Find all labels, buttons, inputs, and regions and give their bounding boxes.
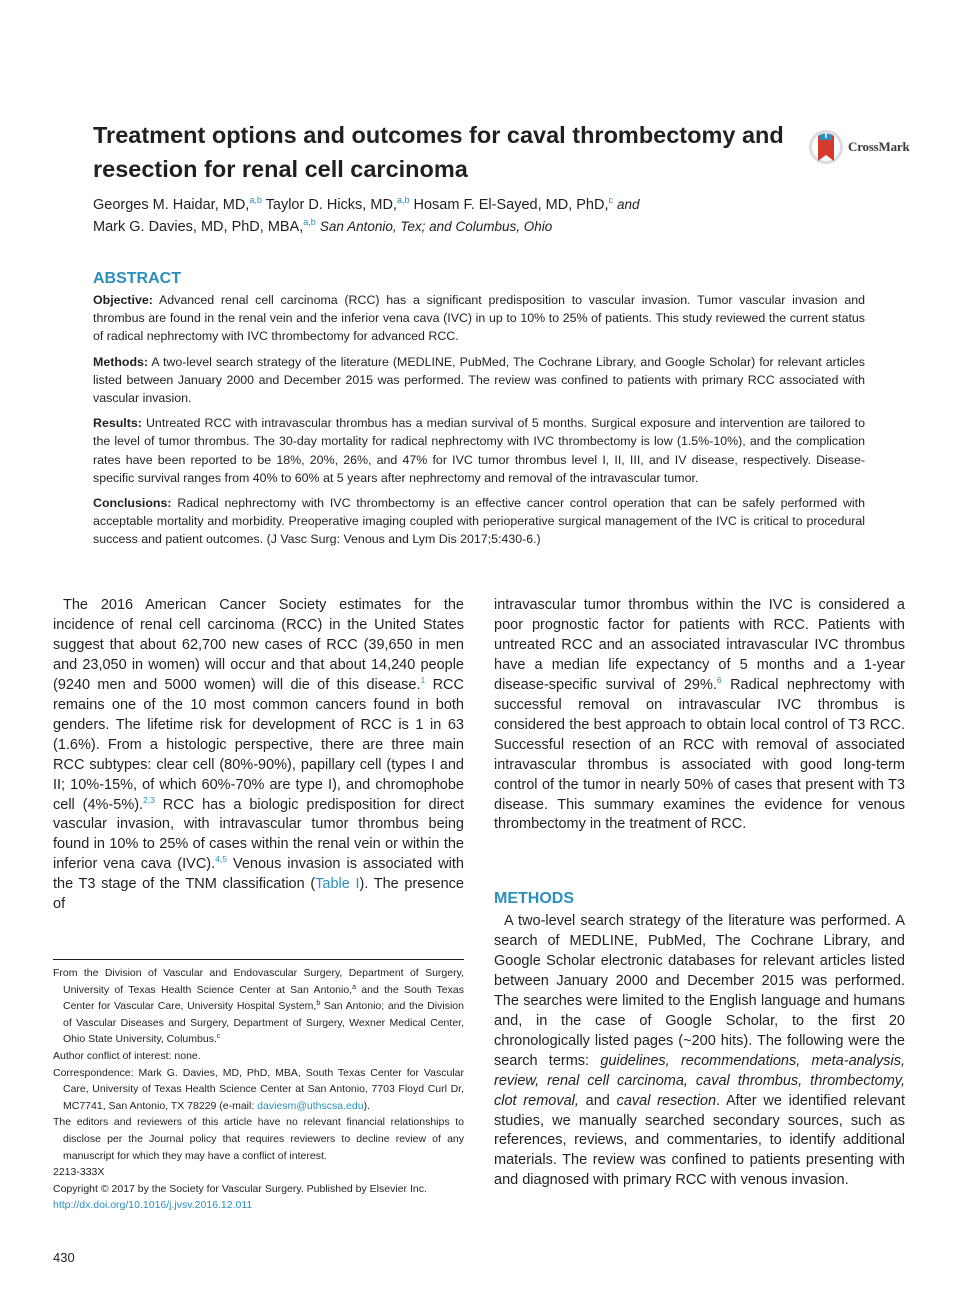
article-title: Treatment options and outcomes for caval thrombectomy and resection for renal cell carcinoma: [93, 122, 784, 182]
crossmark-label: CrossMark: [848, 139, 910, 154]
affiliation-marker: a: [352, 983, 356, 991]
conclusions-text: Radical nephrectomy with IVC thrombectomy is an effective cancer control operation that can be safely performed with acceptable mortality and morbidity. Preoperative imaging coupled with perioperative surgical management of the IVC is critical to procedural success and patient outcomes. (J Vasc Surg: Venous and Lym Dis 2017;5:430-6.): [93, 496, 865, 547]
results-label: Results:: [93, 416, 142, 431]
correspondence-note: [53, 1065, 464, 1115]
methods-paragraph: [494, 912, 905, 1191]
affiliation-marker: b: [316, 1000, 321, 1008]
objective-label: Objective:: [93, 293, 153, 307]
affiliation-text: From the Division of Vascular and Endovascular Surgery, Department of Surgery, University of Texas Health Science Center at San Antonio,: [53, 967, 464, 996]
footnote-divider: [53, 959, 464, 960]
citation-link[interactable]: 2,3: [143, 794, 155, 805]
doi-link[interactable]: http://dx.doi.org/10.1016/j.jvsv.2016.12.011: [53, 1199, 253, 1212]
search-terms: guidelines, recommendations, meta-analysis, review, renal cell carcinoma, caval thrombus, thrombectomy, clot removal,: [494, 1052, 905, 1109]
citation-link[interactable]: 4,5: [215, 854, 227, 865]
footnotes: [53, 965, 464, 1214]
correspondence-text: ).: [363, 1099, 370, 1112]
author-name: Mark G. Davies, MD, PhD, MBA,: [93, 219, 304, 235]
affiliation-text: and the South Texas Center for Vascular Care, University Hospital System,: [63, 983, 464, 1013]
methods-label: Methods:: [93, 354, 149, 369]
doi-line: [53, 1197, 464, 1214]
intro-text-continued: ). The presence of: [53, 876, 464, 913]
methods-text: A two-level search strategy of the literature (MEDLINE, PubMed, The Cochrane Library, and Google Scholar) for relevant articles listed between January 2000 and December 2015 was performed. The review was confined to patients with primary RCC associated with vascular invasion.: [93, 354, 865, 406]
author-name: Hosam F. El-Sayed, MD, PhD,: [413, 197, 609, 213]
affiliation-text: San Antonio; and the Division of Vascular Diseases and Surgery, Department of Surgery, Wexner Medical Center, Ohio State University, Columbus.: [63, 1000, 464, 1046]
intro-paragraph-continued: [494, 596, 905, 835]
intro-text: Radical nephrectomy with successful removal on intravascular IVC thrombus is considered the best approach to obtain local control of T3 RCC. Successful resection of an RCC with removal of associated intravascular thrombus is associated with good long-term control of the tumor in nearly 50% of cases that present with T3 disease. This summary examines the evidence for venous thrombectomy in the treatment of RCC.: [494, 676, 905, 833]
copyright: Copyright © 2017 by the Society for Vascular Surgery. Published by Elsevier Inc.: [53, 1182, 427, 1195]
body-column-right: [494, 596, 905, 835]
intro-text: RCC remains one of the 10 most common cancers found in both genders. The lifetime risk for development of RCC is 1 in 63 (1.6%). From a histologic perspective, there are three main RCC subtypes: clear cell (80%-90%), papillary cell (types I and II; 10%-15%, of which 60%-70% are type I), and chromophobe cell (4%-5%).: [53, 676, 464, 813]
affiliation-marker[interactable]: a,b: [396, 195, 410, 205]
abstract-section: [93, 268, 865, 556]
citation-link[interactable]: 6: [716, 674, 722, 685]
intro-paragraph: [53, 596, 464, 915]
email-link[interactable]: daviesm@uthscsa.edu: [257, 1099, 364, 1112]
methods-text: and: [578, 1092, 617, 1109]
affiliation-marker: c: [216, 1033, 221, 1041]
objective-text: Advanced renal cell carcinoma (RCC) has a significant predisposition to vascular invasion. Tumor vascular invasion and thrombus are found in the renal vein and the inferior vena cava (IVC) in up to 10% to 25% of patients. This study reviewed the current status of radical nephrectomy with IVC thrombectomy for advanced RCC.: [93, 293, 866, 344]
methods-text: . After we identified relevant studies, we manually searched secondary sources, such as references, reviews, and commentaries, to identify additional materials. The review was confined to patients presenting with and diagnosed with primary RCC with venous invasion.: [494, 1092, 905, 1189]
methods-body: [494, 912, 905, 1191]
author-list: [93, 194, 793, 238]
crossmark-icon: [807, 128, 845, 168]
affiliation-marker[interactable]: a,b: [303, 217, 316, 227]
results-text: Untreated RCC with intravascular thrombus has a median survival of 5 months. Surgical exposure and intervention are tailored to the level of tumor thrombus. The 30-day mortality for radical nephrectomy with IVC thrombectomy is low (1.5%-10%), and the complication rates have been reported to be 18%, 20%, 26%, and 47% for IVC tumor thrombus level I, II, III, and IV disease, respectively. Disease-specific survival ranges from 40% to 60% at 5 years after nephrectomy and removal of the intravascular tumor.: [93, 416, 865, 485]
abstract-methods: [93, 353, 865, 408]
crossmark-badge[interactable]: [807, 128, 912, 168]
search-term: caval resection: [616, 1092, 717, 1109]
abstract-conclusions: [93, 494, 865, 549]
author-conjunction: and: [617, 197, 640, 212]
affiliations-note: [53, 965, 464, 1048]
author-name: Georges M. Haidar, MD,: [93, 197, 250, 213]
intro-text: The 2016 American Cancer Society estimates for the incidence of renal cell carcinoma (RCC) in the United States suggest that about 62,700 new cases of RCC (39,650 in men and 23,050 in women) will occur and that about 14,240 people (9240 men and 5000 women) will die of this disease.: [53, 597, 464, 693]
conclusions-label: Conclusions:: [93, 496, 172, 511]
methods-heading: METHODS: [494, 890, 574, 907]
abstract-results: [93, 414, 865, 487]
correspondence-text: Correspondence: Mark G. Davies, MD, PhD, MBA, South Texas Center for Vascular Care, University of Texas Health Science Center at San Antonio, 7703 Floyd Curl Dr, MC7741, San Antonio, TX 78229 (e-mail:: [53, 1066, 464, 1112]
affiliation-marker[interactable]: c: [608, 195, 613, 205]
editors-note: The editors and reviewers of this article have no relevant financial relationships to disclose per the Journal policy that requires reviewers to decline review of any manuscript for which they may have a conflict of interest.: [53, 1116, 464, 1162]
abstract-objective: [93, 291, 865, 346]
author-location: San Antonio, Tex; and Columbus, Ohio: [319, 219, 553, 234]
page-number: 430: [53, 1250, 75, 1265]
abstract-heading: ABSTRACT: [93, 270, 181, 287]
table-link[interactable]: Table I: [315, 876, 360, 893]
intro-text: Venous invasion is associated with the T3 stage of the TNM classification (: [53, 856, 464, 893]
conflict-note: Author conflict of interest: none.: [53, 1049, 201, 1062]
citation-link[interactable]: 1: [420, 674, 426, 685]
issn: 2213-333X: [53, 1166, 105, 1179]
body-column-left: [53, 596, 464, 915]
author-name: Taylor D. Hicks, MD,: [265, 197, 397, 213]
affiliation-marker[interactable]: a,b: [249, 195, 262, 205]
intro-text: RCC has a biologic predisposition for direct vascular invasion, with intravascular tumor thrombus being found in 10% to 25% of cases within the renal vein or within the inferior vena cava (IVC).: [53, 796, 464, 873]
methods-text: A two-level search strategy of the literature was performed. A search of MEDLINE, PubMed, The Cochrane Library, and Google Scholar electronic databases for relevant articles listed between January 2000 and December 2015 was performed. The searches were limited to the English language and humans and, in the case of Google Scholar, to the first 20 chronologically listed pages (~200 hits). The following were the search terms:: [494, 913, 905, 1069]
intro-text: intravascular tumor thrombus within the IVC is considered a poor prognostic factor for patients with RCC. Patients with untreated RCC and an associated intravascular IVC thrombus have a median life expectancy of 5 months and a 1-year disease-specific survival of 29%.: [494, 597, 905, 693]
